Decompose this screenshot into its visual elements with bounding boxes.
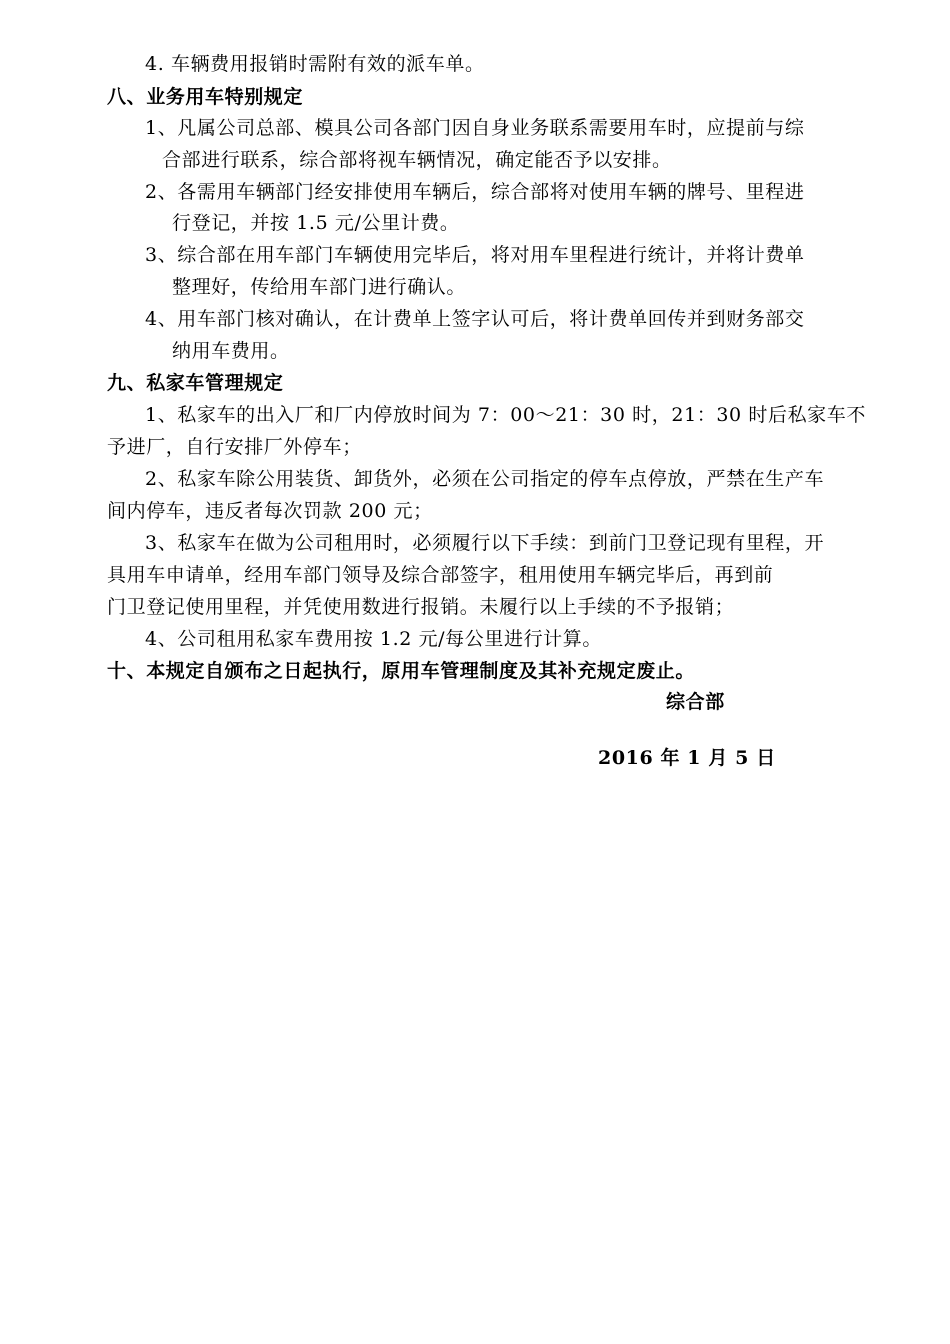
section-8-item-3-line-2: 整理好，传给用车部门进行确认。	[172, 276, 467, 298]
section-8-item-4-line-1: 4、用车部门核对确认，在计费单上签字认可后，将计费单回传并到财务部交	[145, 308, 805, 330]
section-8-item-2-line-1: 2、各需用车辆部门经安排使用车辆后，综合部将对使用车辆的牌号、里程进	[145, 181, 805, 203]
section-9-item-3-line-2: 具用车申请单，经用车部门领导及综合部签字，租用使用车辆完毕后，再到前	[107, 564, 774, 586]
issuing-department: 综合部	[666, 691, 725, 713]
section-9-heading: 九、私家车管理规定	[107, 372, 284, 394]
section-8-item-1-line-2: 合部进行联系，综合部将视车辆情况，确定能否予以安排。	[162, 149, 672, 171]
section-9-item-1-line-1: 1、私家车的出入厂和厂内停放时间为 7：00～21：30 时，21：30 时后私家车不	[145, 404, 866, 426]
section-9-item-3-line-3: 门卫登记使用里程，并凭使用数进行报销。未履行以上手续的不予报销；	[107, 596, 735, 618]
section-8-item-4-line-2: 纳用车费用。	[172, 340, 290, 362]
section-8-item-1-line-1: 1、凡属公司总部、模具公司各部门因自身业务联系需要用车时，应提前与综	[145, 117, 805, 139]
section-9-item-1-line-2: 予进厂，自行安排厂外停车；	[107, 436, 362, 458]
section-8-item-3-line-1: 3、综合部在用车部门车辆使用完毕后，将对用车里程进行统计，并将计费单	[145, 244, 805, 266]
section-9-item-3-line-1: 3、私家车在做为公司租用时，必须履行以下手续：到前门卫登记现有里程，开	[145, 532, 825, 554]
section-9-item-2-line-2: 间内停车，违反者每次罚款 200 元；	[107, 500, 433, 522]
section-9-item-4: 4、公司租用私家车费用按 1.2 元/每公里进行计算。	[145, 628, 602, 650]
issue-date: 2016 年 1 月 5 日	[598, 747, 776, 769]
clause-7-item-4: 4. 车辆费用报销时需附有效的派车单。	[145, 53, 485, 75]
section-9-item-2-line-1: 2、私家车除公用装货、卸货外，必须在公司指定的停车点停放，严禁在生产车	[145, 468, 825, 490]
section-10-heading: 十、本规定自颁布之日起执行，原用车管理制度及其补充规定废止。	[107, 660, 696, 682]
section-8-item-2-line-2: 行登记，并按 1.5 元/公里计费。	[172, 212, 460, 234]
section-8-heading: 八、业务用车特别规定	[107, 86, 304, 108]
